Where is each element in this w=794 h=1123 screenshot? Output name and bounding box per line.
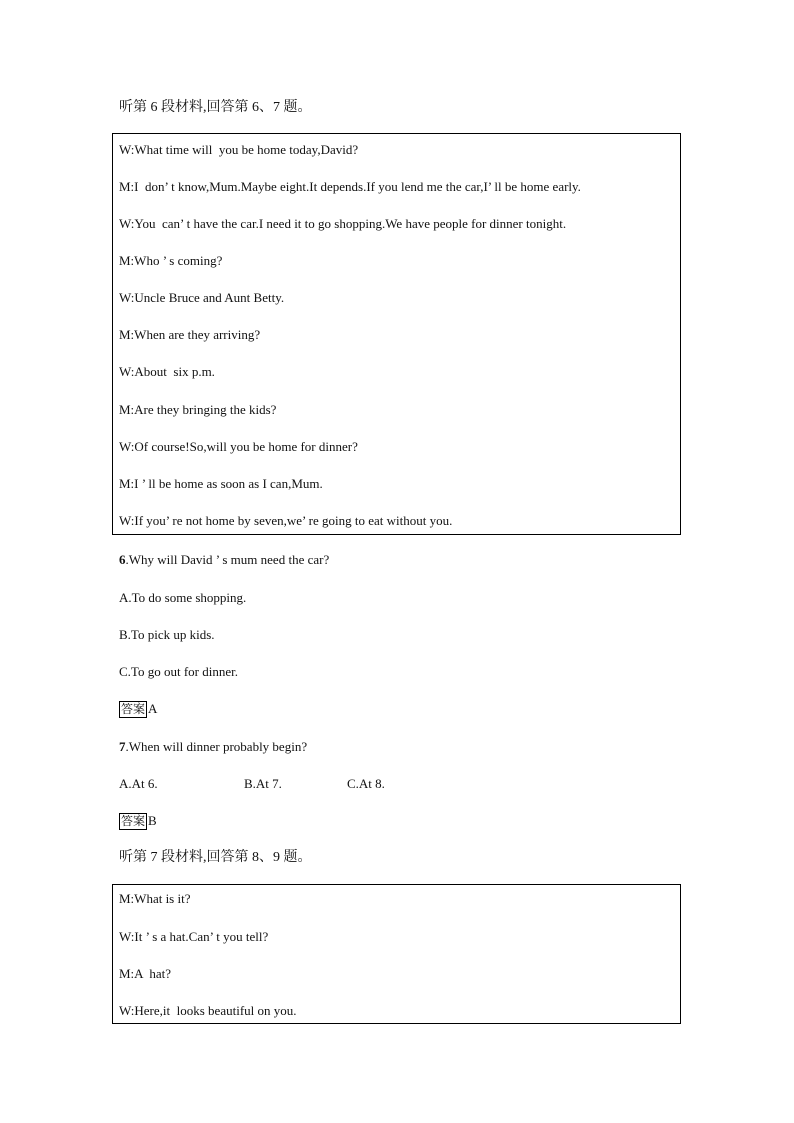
q7-option-b: B.At 7.: [244, 776, 282, 791]
dialogue-line: M:Who ’ s coming?: [119, 253, 223, 268]
question-number: 7: [119, 739, 126, 754]
dialogue-line: W:If you’ re not home by seven,we’ re going to eat without you.: [119, 513, 453, 528]
q7-option-a: A.At 6.: [119, 776, 158, 791]
dialogue-line: W:It ’ s a hat.Can’ t you tell?: [119, 929, 269, 944]
dialogue-line: M:I ’ ll be home as soon as I can,Mum.: [119, 476, 323, 491]
dialogue-line: M:A hat?: [119, 966, 171, 981]
answer-tag: 答案: [121, 814, 146, 828]
q6-option-c: C.To go out for dinner.: [119, 664, 238, 679]
q6-option-b: B.To pick up kids.: [119, 627, 215, 642]
dialogue-line: M:When are they arriving?: [119, 327, 261, 342]
answer-value: B: [148, 813, 157, 828]
answer-tag: 答案: [121, 702, 146, 716]
q7-option-c: C.At 8.: [347, 776, 385, 791]
dialogue-box-6: [112, 133, 681, 535]
answer-value: A: [148, 701, 158, 716]
question-7: [119, 739, 307, 755]
dialogue-line: M:Are they bringing the kids?: [119, 402, 277, 417]
section-7-title: 听第 7 段材料,回答第 8、9 题。: [119, 850, 312, 865]
question-text: .Why will David ’ s mum need the car?: [125, 552, 330, 567]
dialogue-line: W:You can’ t have the car.I need it to go shopping.We have people for dinner tonight.: [119, 216, 567, 231]
section-6-title: 听第 6 段材料,回答第 6、7 题。: [119, 100, 312, 115]
dialogue-line: W:Of course!So,will you be home for dinner?: [119, 439, 358, 454]
dialogue-line: W:Uncle Bruce and Aunt Betty.: [119, 290, 285, 305]
dialogue-line: W:About six p.m.: [119, 364, 215, 379]
dialogue-line: W:Here,it looks beautiful on you.: [119, 1003, 297, 1018]
dialogue-line: W:What time will you be home today,David?: [119, 142, 359, 157]
question-text: .When will dinner probably begin?: [125, 739, 308, 754]
question-number: 6: [119, 552, 126, 567]
q6-answer: [119, 701, 157, 718]
dialogue-line: M:I don’ t know,Mum.Maybe eight.It depends.If you lend me the car,I’ ll be home early.: [119, 179, 581, 194]
question-6: [119, 552, 329, 568]
q7-answer: [119, 813, 157, 830]
q6-option-a: A.To do some shopping.: [119, 590, 247, 605]
dialogue-box-7: [112, 884, 681, 1024]
dialogue-line: M:What is it?: [119, 891, 191, 906]
